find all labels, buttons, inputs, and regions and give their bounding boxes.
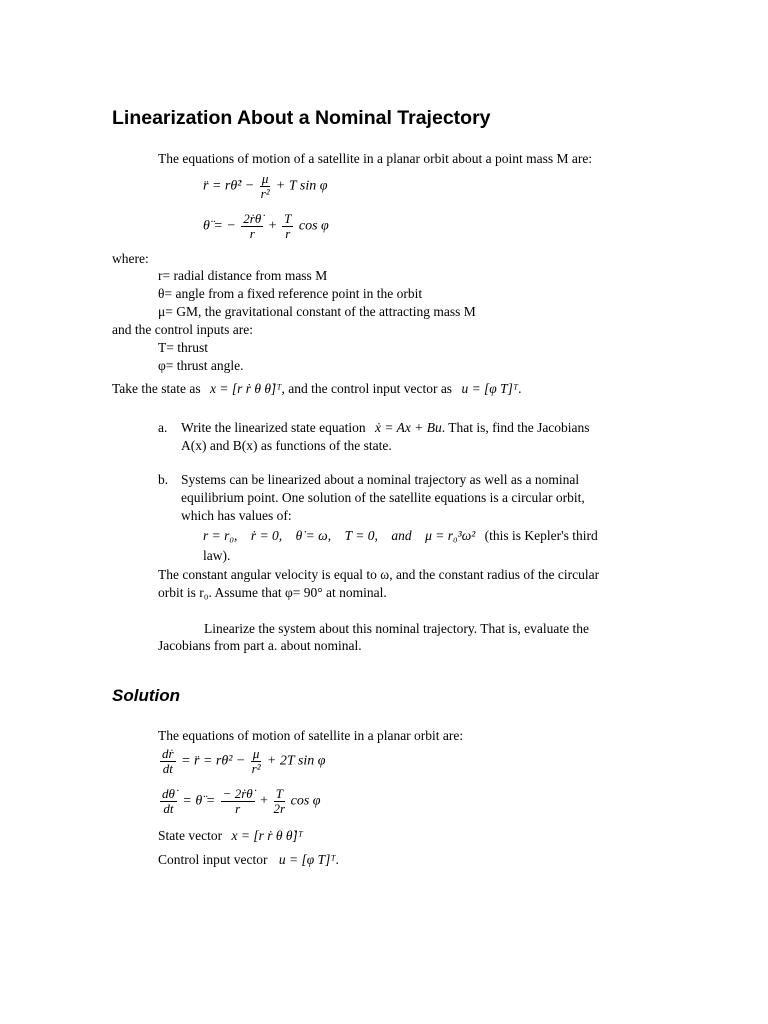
- definition-theta: θ= angle from a fixed reference point in the orbit: [158, 286, 423, 301]
- item-b-line-1: Systems can be linearized about a nominal trajectory as well as a nominal: [181, 472, 580, 487]
- eq2-rest: cos φ: [298, 218, 329, 234]
- page-title: Linearization About a Nominal Trajectory: [112, 107, 491, 129]
- item-a-equation: ẋ = Ax + Bu: [375, 420, 442, 435]
- sol-eq2-deriv-numerator: dθ̇: [162, 786, 175, 801]
- sol-eq1-deriv-denominator: dt: [162, 761, 173, 776]
- linearize-line-2: Jacobians from part a. about nominal.: [158, 638, 362, 653]
- sol-eq2-derivative: [160, 787, 177, 816]
- omega-line-2: orbit is r₀. Assume that φ= 90° at nominal.: [158, 585, 387, 600]
- sol-eq2-denominator-1: r: [235, 801, 241, 816]
- sol-eq1-fraction: [251, 747, 262, 776]
- solution-equation-1: [158, 747, 325, 776]
- item-b-conditions: [203, 527, 598, 545]
- sol-eq2-fraction-2: [274, 787, 286, 816]
- item-a-line-1: [181, 419, 590, 437]
- sol-eq2-plus: +: [260, 793, 269, 809]
- nominal-note: (this is Kepler's third: [484, 528, 598, 543]
- eq2-plus: +: [268, 218, 277, 234]
- item-a-line-2: A(x) and B(x) as functions of the state.: [181, 438, 392, 453]
- control-label: and the control inputs are:: [112, 322, 253, 337]
- omega-line-1: The constant angular velocity is equal to ω, and the constant radius of the circular: [158, 567, 600, 582]
- nominal-conditions: r = r₀, ṙ = 0, θ̇ = ω, T = 0, and μ = r₀³ω²: [203, 528, 476, 543]
- solution-equation-2: [158, 787, 321, 816]
- eq1-lhs: r̈ = rθ̇² −: [203, 178, 255, 194]
- eq2-numerator-1: 2ṙθ̇: [243, 211, 262, 226]
- sol-eq2-rest: cos φ: [290, 793, 321, 809]
- eq2-numerator-2: T: [284, 211, 292, 226]
- sol-eq1-deriv-numerator: dṙ: [162, 746, 174, 761]
- item-b-line-2: equilibrium point. One solution of the satellite equations is a circular orbit,: [181, 490, 585, 505]
- eq2-denominator-1: r: [249, 226, 255, 241]
- sol-state-label: State vector: [158, 828, 223, 843]
- linearize-line-1: Linearize the system about this nominal trajectory. That is, evaluate the: [204, 621, 590, 636]
- sol-state-equation: x = [r ṙ θ θ̇]ᵀ: [231, 828, 303, 843]
- state-line-pre: Take the state as: [112, 381, 201, 396]
- definition-r: r= radial distance from mass M: [158, 268, 328, 283]
- sol-eq1-derivative: [160, 747, 176, 776]
- equation-2: [203, 212, 329, 241]
- eq1-rest: + T sin φ: [275, 178, 328, 194]
- item-a-post: . That is, find the Jacobians: [441, 420, 590, 435]
- eq1-denominator: r²: [260, 186, 270, 201]
- item-b-line-5: law).: [203, 548, 231, 563]
- sol-eq2-fraction-1: [221, 787, 255, 816]
- sol-eq2-middle: = θ̈ =: [182, 793, 216, 809]
- sol-eq1-rest: + 2T sin φ: [266, 753, 326, 769]
- item-b-line-3: which has values of:: [181, 508, 292, 523]
- sol-input-equation: u = [φ T]ᵀ: [278, 852, 336, 867]
- item-a-pre: Write the linearized state equation: [181, 420, 366, 435]
- eq1-fraction: [260, 172, 271, 201]
- sol-eq1-denominator: r²: [251, 761, 261, 776]
- intro-text: The equations of motion of a satellite in a planar orbit about a point mass M are:: [158, 151, 593, 166]
- sol-eq2-numerator-2: T: [274, 787, 286, 802]
- eq2-fraction-1: [241, 212, 263, 241]
- eq2-lhs: θ̈ = −: [203, 218, 236, 234]
- eq1-numerator: μ: [261, 171, 269, 186]
- sol-eq2-numerator-1: − 2ṙθ̇: [222, 786, 253, 801]
- control-thrust-angle: φ= thrust angle.: [158, 358, 244, 373]
- solution-state-vector: [158, 827, 303, 845]
- sol-eq1-middle: = r̈ = rθ² −: [181, 753, 246, 769]
- eq2-denominator-2: r: [285, 226, 291, 241]
- solution-heading: Solution: [112, 686, 180, 705]
- item-a-marker: a.: [158, 420, 168, 435]
- sol-eq1-numerator: μ: [252, 746, 260, 761]
- control-thrust: T= thrust: [158, 340, 208, 355]
- sol-input-label: Control input vector: [158, 852, 268, 867]
- input-vector: u = [φ T]ᵀ: [461, 381, 519, 396]
- state-line-mid: , and the control input vector as: [281, 381, 453, 396]
- item-b-marker: b.: [158, 472, 169, 487]
- eq2-fraction-2: [282, 212, 293, 241]
- equation-1: [203, 172, 327, 201]
- solution-input-vector: [158, 851, 339, 869]
- solution-intro: The equations of motion of satellite in a planar orbit are:: [158, 728, 464, 743]
- sol-input-end: .: [335, 852, 339, 867]
- sol-eq2-deriv-denominator: dt: [163, 801, 174, 816]
- sol-eq2-denominator-2: 2r: [273, 801, 286, 816]
- where-label: where:: [112, 251, 149, 266]
- definition-mu: μ= GM, the gravitational constant of the attracting mass M: [158, 304, 476, 319]
- state-vector: x = [r ṙ θ θ̇]ᵀ: [210, 381, 282, 396]
- state-line-end: .: [518, 381, 522, 396]
- state-line: [112, 380, 522, 398]
